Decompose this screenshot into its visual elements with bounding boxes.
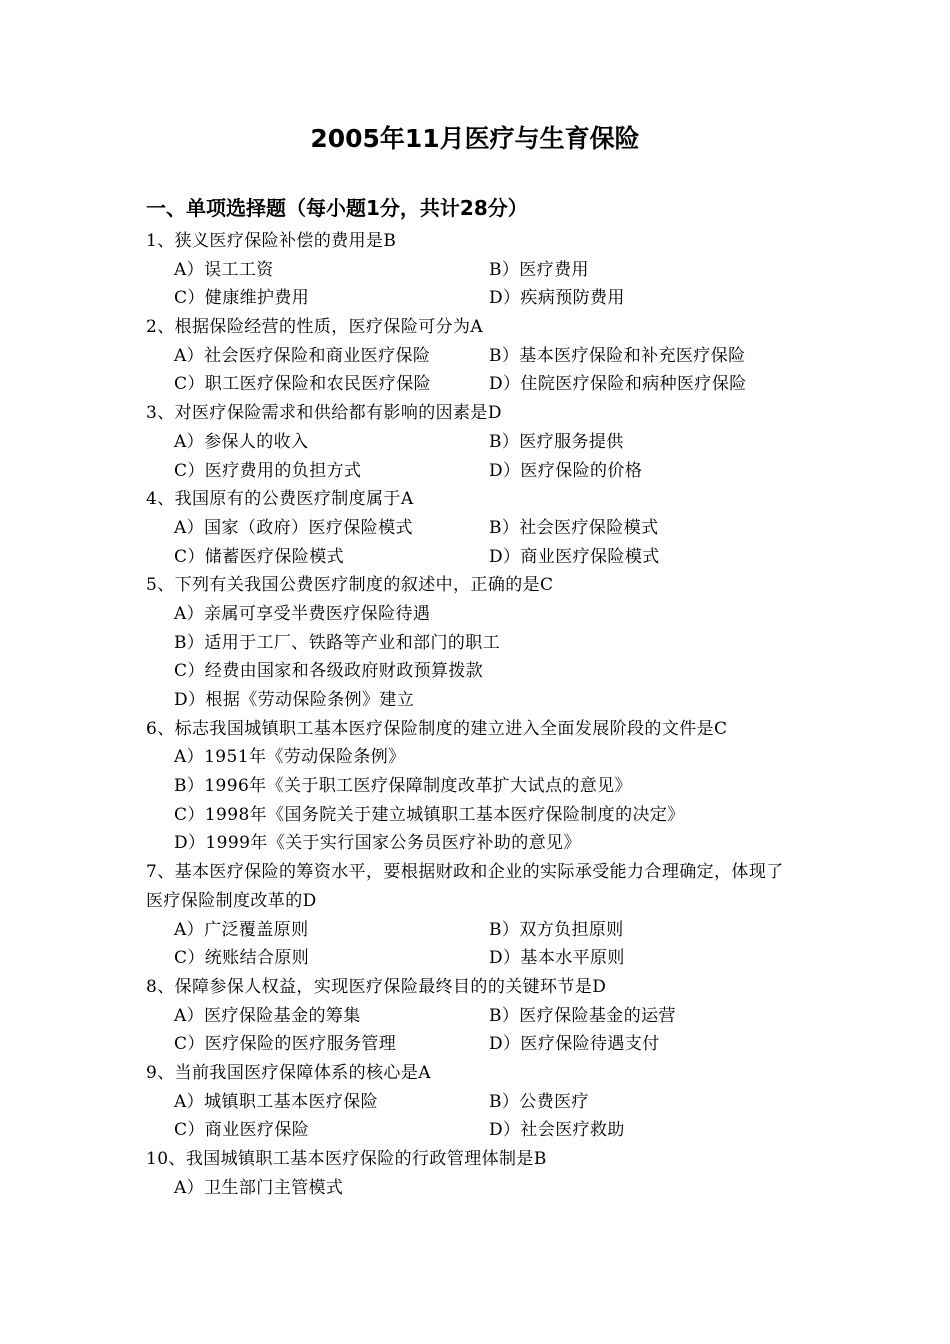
question-stem: 4、我国原有的公费医疗制度属于A bbox=[146, 489, 414, 510]
answer-option: B）基本医疗保险和补充医疗保险 bbox=[489, 345, 746, 366]
option-row bbox=[146, 284, 846, 313]
option-row bbox=[146, 916, 846, 945]
question-stem: 6、标志我国城镇职工基本医疗保险制度的建立进入全面发展阶段的文件是C bbox=[146, 718, 728, 739]
answer-option: B）医疗保险基金的运营 bbox=[489, 1005, 676, 1026]
question-stem: 3、对医疗保险需求和供给都有影响的因素是D bbox=[146, 403, 502, 424]
answer-option: D）1999年《关于实行国家公务员医疗补助的意见》 bbox=[174, 833, 581, 854]
answer-option: C）1998年《国务院关于建立城镇职工基本医疗保险制度的决定》 bbox=[174, 804, 685, 825]
answer-option: C）储蓄医疗保险模式 bbox=[174, 546, 345, 567]
answer-option: C）医疗费用的负担方式 bbox=[174, 460, 362, 481]
question-stem: 7、基本医疗保险的筹资水平，要根据财政和企业的实际承受能力合理确定，体现了 bbox=[146, 862, 784, 883]
answer-option: B）医疗服务提供 bbox=[489, 431, 624, 452]
option-row bbox=[146, 543, 846, 572]
option-row bbox=[146, 428, 846, 457]
question-stem: 8、保障参保人权益，实现医疗保险最终目的的关键环节是D bbox=[146, 976, 607, 997]
answer-option: D）住院医疗保险和病种医疗保险 bbox=[489, 374, 747, 395]
answer-option: D）商业医疗保险模式 bbox=[489, 546, 660, 567]
answer-option: A）误工工资 bbox=[174, 259, 274, 280]
answer-option: D）医疗保险的价格 bbox=[489, 460, 643, 481]
question-stem: 1、狭义医疗保险补偿的费用是B bbox=[146, 231, 397, 251]
answer-option: B）双方负担原则 bbox=[489, 919, 624, 940]
answer-option: C）经费由国家和各级政府财政预算拨款 bbox=[174, 661, 484, 682]
answer-option: B）适用于工厂、铁路等产业和部门的职工 bbox=[174, 632, 501, 653]
option-row bbox=[146, 457, 846, 486]
page-title: 2005年11月医疗与生育保险 bbox=[310, 124, 640, 153]
answer-option: A）亲属可享受半费医疗保险待遇 bbox=[174, 603, 431, 624]
option-row bbox=[146, 1116, 846, 1145]
answer-option: C）健康维护费用 bbox=[174, 288, 310, 309]
answer-option: C）医疗保险的医疗服务管理 bbox=[174, 1034, 397, 1055]
answer-option: B）社会医疗保险模式 bbox=[489, 517, 659, 538]
option-row bbox=[146, 342, 846, 371]
option-row bbox=[146, 370, 846, 399]
answer-option: C）职工医疗保险和农民医疗保险 bbox=[174, 374, 432, 395]
question-stem: 10、我国城镇职工基本医疗保险的行政管理体制是B bbox=[146, 1149, 547, 1169]
answer-option: D）根据《劳动保险条例》建立 bbox=[174, 690, 415, 710]
option-row bbox=[146, 514, 846, 543]
answer-option: A）社会医疗保险和商业医疗保险 bbox=[174, 345, 431, 366]
answer-option: B）公费医疗 bbox=[489, 1091, 589, 1112]
question-stem: 5、下列有关我国公费医疗制度的叙述中，正确的是C bbox=[146, 575, 554, 596]
answer-option: A）1951年《劳动保险条例》 bbox=[174, 747, 406, 768]
question-stem-continued: 医疗保险制度改革的D bbox=[146, 890, 317, 911]
answer-option: A）广泛覆盖原则 bbox=[174, 919, 309, 940]
section-heading: 一、单项选择题（每小题1分，共计28分） bbox=[146, 196, 528, 220]
answer-option: A）医疗保险基金的筹集 bbox=[174, 1005, 361, 1026]
answer-option: A）卫生部门主管模式 bbox=[174, 1177, 344, 1198]
option-row bbox=[146, 1002, 846, 1031]
answer-option: D）医疗保险待遇支付 bbox=[489, 1034, 660, 1055]
question-stem: 9、当前我国医疗保障体系的核心是A bbox=[146, 1062, 431, 1083]
answer-option: C）统账结合原则 bbox=[174, 948, 310, 969]
question-stem: 2、根据保险经营的性质，医疗保险可分为A bbox=[146, 317, 484, 338]
answer-option: B）医疗费用 bbox=[489, 259, 589, 280]
answer-option: B）1996年《关于职工医疗保障制度改革扩大试点的意见》 bbox=[174, 776, 632, 797]
answer-option: A）城镇职工基本医疗保险 bbox=[174, 1091, 379, 1112]
answer-option: C）商业医疗保险 bbox=[174, 1120, 310, 1141]
option-row bbox=[146, 1030, 846, 1059]
answer-option: D）基本水平原则 bbox=[489, 948, 625, 969]
option-row bbox=[146, 1088, 846, 1117]
option-row bbox=[146, 944, 846, 973]
answer-option: A）国家（政府）医疗保险模式 bbox=[174, 517, 413, 538]
answer-option: D）社会医疗救助 bbox=[489, 1120, 625, 1141]
answer-option: D）疾病预防费用 bbox=[489, 288, 625, 309]
question-list bbox=[146, 227, 846, 1202]
option-row bbox=[146, 256, 846, 285]
answer-option: A）参保人的收入 bbox=[174, 431, 309, 452]
